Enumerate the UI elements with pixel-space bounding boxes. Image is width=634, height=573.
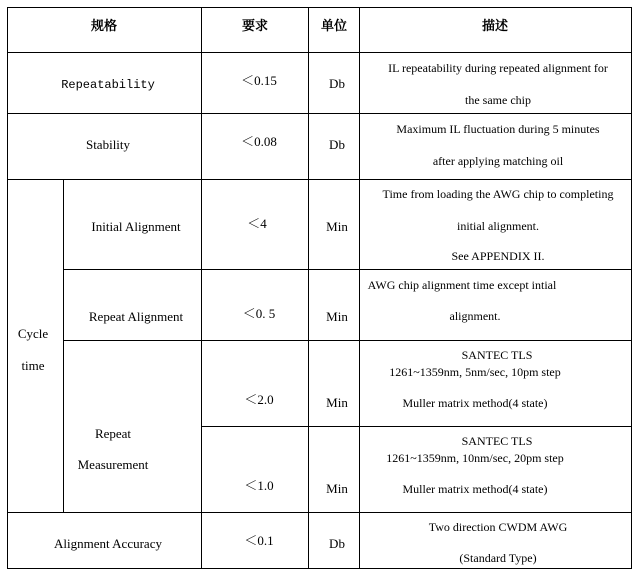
measure-b-requirement: ＜1.0 — [244, 478, 274, 493]
rule-req-right — [308, 7, 309, 569]
rule-top — [7, 7, 631, 8]
initial-alignment-desc-2: initial alignment. — [457, 219, 539, 233]
stability-desc-1: Maximum IL fluctuation during 5 minutes — [396, 122, 600, 136]
stability-unit: Db — [329, 137, 345, 152]
rule-repeat-align-bottom — [63, 340, 631, 341]
alignment-accuracy-desc-1: Two direction CWDM AWG — [428, 520, 568, 534]
alignment-accuracy-requirement: ＜0.1 — [244, 533, 274, 548]
measure-b-desc-1: SANTEC TLS — [461, 434, 533, 448]
measure-a-desc-2: 1261~1359nm, 5nm/sec, 10pm step — [389, 365, 561, 379]
rule-measure-a-bottom — [201, 426, 631, 427]
cycle-time-label-2: time — [21, 358, 45, 373]
measure-a-desc-1: SANTEC TLS — [461, 348, 533, 362]
measure-b-desc-2: 1261~1359nm, 10nm/sec, 20pm step — [386, 451, 564, 465]
initial-alignment-unit: Min — [326, 219, 348, 234]
rule-unit-right — [359, 7, 360, 569]
repeat-alignment-name: Repeat Alignment — [88, 309, 184, 324]
rule-stability-bottom — [7, 179, 631, 180]
rule-cycle-bottom — [7, 512, 631, 513]
measure-b-unit: Min — [326, 481, 348, 496]
measure-b-desc-3: Muller matrix method(4 state) — [402, 482, 548, 496]
header-requirement: 要求 — [241, 19, 269, 34]
initial-alignment-requirement: ＜4 — [247, 216, 267, 231]
measure-a-unit: Min — [326, 395, 348, 410]
repeat-alignment-desc-1: AWG chip alignment time except intial — [367, 278, 557, 292]
rule-right — [631, 7, 632, 569]
repeatability-desc-1: IL repeatability during repeated alignment for — [388, 61, 608, 75]
repeat-measurement-name-1: Repeat — [94, 426, 132, 441]
measure-a-desc-3: Muller matrix method(4 state) — [402, 396, 548, 410]
rule-spec-right — [201, 7, 202, 569]
rule-left — [7, 7, 8, 569]
repeat-measurement-name-2: Measurement — [77, 457, 149, 472]
alignment-accuracy-name: Alignment Accuracy — [54, 536, 162, 551]
rule-cycle-split — [63, 179, 64, 512]
measure-a-requirement: ＜2.0 — [244, 392, 274, 407]
header-unit: 单位 — [320, 19, 348, 34]
initial-alignment-desc-3: See APPENDIX II. — [451, 249, 545, 263]
stability-desc-2: after applying matching oil — [432, 154, 564, 168]
stability-requirement: ＜0.08 — [241, 134, 277, 149]
rule-repeatability-bottom — [7, 113, 631, 114]
rule-bottom — [7, 568, 631, 569]
cycle-time-label-1: Cycle — [17, 326, 49, 341]
repeat-alignment-desc-2: alignment. — [449, 309, 501, 323]
header-description: 描述 — [481, 19, 509, 34]
repeatability-requirement: ＜0.15 — [241, 73, 277, 88]
rule-initial-bottom — [63, 269, 631, 270]
initial-alignment-desc-1: Time from loading the AWG chip to completing — [382, 187, 614, 201]
rule-header-bottom — [7, 52, 631, 53]
repeat-alignment-requirement: ＜0. 5 — [242, 306, 276, 321]
stability-name: Stability — [85, 137, 131, 152]
alignment-accuracy-desc-2: (Standard Type) — [459, 551, 537, 565]
alignment-accuracy-unit: Db — [329, 536, 345, 551]
repeatability-name: Repeatability — [61, 78, 155, 92]
repeatability-unit: Db — [329, 76, 345, 91]
initial-alignment-name: Initial Alignment — [91, 219, 181, 234]
repeatability-desc-2: the same chip — [465, 93, 531, 107]
repeat-alignment-unit: Min — [326, 309, 348, 324]
header-spec: 规格 — [90, 19, 118, 34]
